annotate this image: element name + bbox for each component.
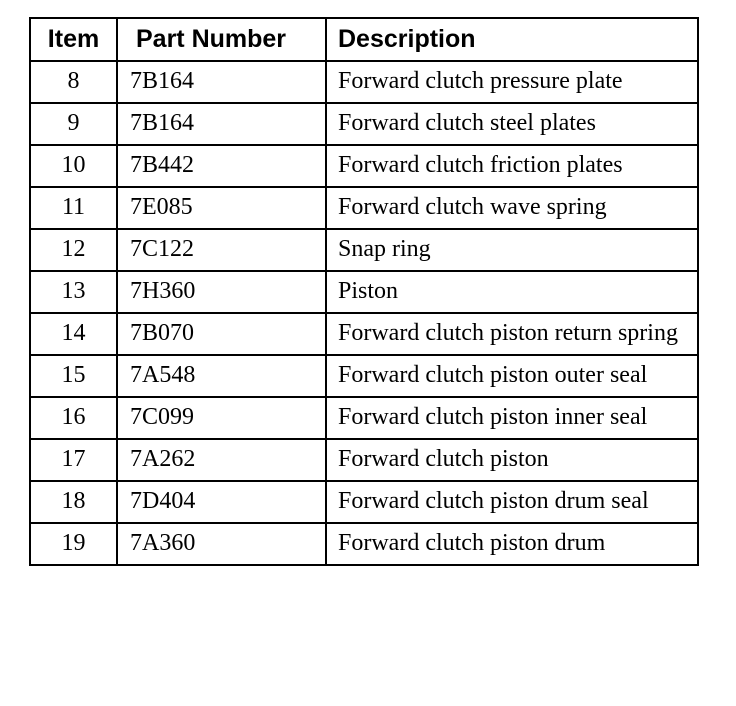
- description-cell: Snap ring: [326, 229, 698, 271]
- part-number-cell: 7A548: [117, 355, 326, 397]
- item-cell: 15: [30, 355, 117, 397]
- part-number-cell: 7C122: [117, 229, 326, 271]
- table-row: [30, 481, 698, 523]
- part-number-cell: 7H360: [117, 271, 326, 313]
- table-row: [30, 271, 698, 313]
- description-cell: Forward clutch piston: [326, 439, 698, 481]
- part-number-cell: 7A262: [117, 439, 326, 481]
- item-cell: 14: [30, 313, 117, 355]
- column-header-item: Item: [30, 18, 117, 61]
- item-cell: 11: [30, 187, 117, 229]
- item-cell: 19: [30, 523, 117, 565]
- description-cell: Forward clutch friction plates: [326, 145, 698, 187]
- table-row: [30, 439, 698, 481]
- part-number-cell: 7E085: [117, 187, 326, 229]
- item-cell: 17: [30, 439, 117, 481]
- table-body: [30, 61, 698, 565]
- table-row: [30, 355, 698, 397]
- table-row: [30, 523, 698, 565]
- part-number-cell: 7D404: [117, 481, 326, 523]
- table-header-row: [30, 18, 698, 61]
- part-number-cell: 7C099: [117, 397, 326, 439]
- column-header-description: Description: [326, 18, 698, 61]
- table-row: [30, 313, 698, 355]
- column-header-part-number: Part Number: [117, 18, 326, 61]
- item-cell: 9: [30, 103, 117, 145]
- item-cell: 16: [30, 397, 117, 439]
- table-row: [30, 187, 698, 229]
- item-cell: 18: [30, 481, 117, 523]
- description-cell: Forward clutch piston inner seal: [326, 397, 698, 439]
- part-number-cell: 7B070: [117, 313, 326, 355]
- description-cell: Forward clutch piston drum: [326, 523, 698, 565]
- item-cell: 13: [30, 271, 117, 313]
- description-cell: Forward clutch piston return spring: [326, 313, 698, 355]
- description-cell: Forward clutch steel plates: [326, 103, 698, 145]
- part-number-cell: 7B164: [117, 61, 326, 103]
- item-cell: 12: [30, 229, 117, 271]
- parts-table-container: [29, 17, 697, 566]
- description-cell: Forward clutch pressure plate: [326, 61, 698, 103]
- part-number-cell: 7B164: [117, 103, 326, 145]
- description-cell: Forward clutch piston outer seal: [326, 355, 698, 397]
- part-number-cell: 7A360: [117, 523, 326, 565]
- description-cell: Piston: [326, 271, 698, 313]
- description-cell: Forward clutch piston drum seal: [326, 481, 698, 523]
- item-cell: 8: [30, 61, 117, 103]
- description-cell: Forward clutch wave spring: [326, 187, 698, 229]
- table-row: [30, 229, 698, 271]
- table-row: [30, 397, 698, 439]
- item-cell: 10: [30, 145, 117, 187]
- parts-table: [29, 17, 699, 566]
- table-row: [30, 61, 698, 103]
- part-number-cell: 7B442: [117, 145, 326, 187]
- table-row: [30, 145, 698, 187]
- table-row: [30, 103, 698, 145]
